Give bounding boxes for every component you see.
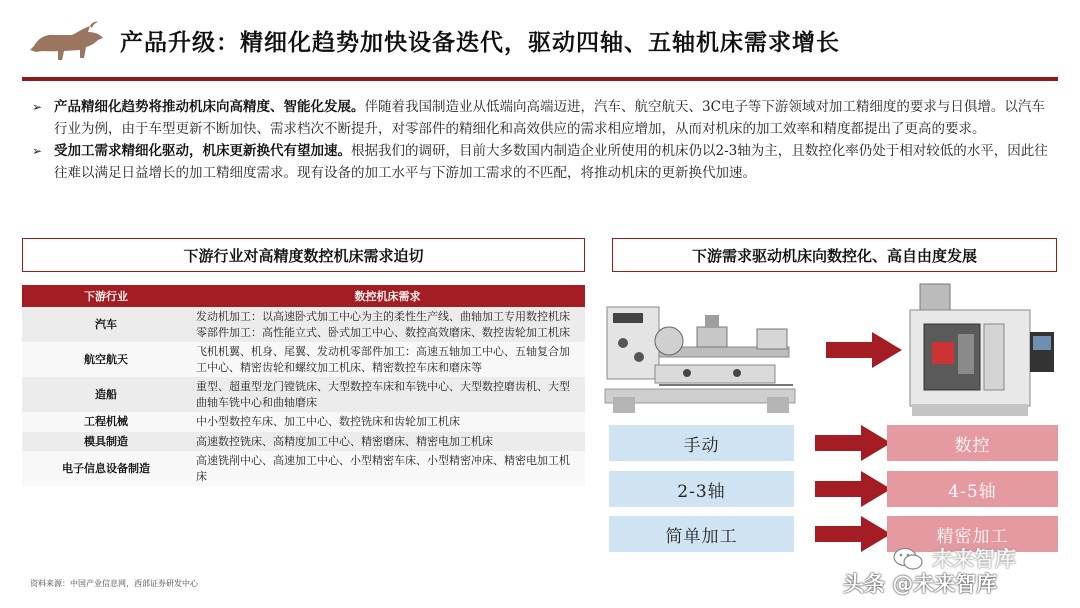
arrow-bullet-icon: ➢ [32, 100, 43, 114]
page-title: 产品升级：精细化趋势加快设备迭代，驱动四轴、五轴机床需求增长 [120, 29, 840, 56]
demand-cell: 高速数控铣床、高精度加工中心、精密磨床、精密电加工机床 [190, 432, 585, 452]
table-row [22, 342, 585, 377]
bullet-item [30, 96, 1055, 140]
industry-cell: 工程机械 [22, 412, 190, 432]
industry-cell: 汽车 [22, 307, 190, 342]
industry-cell: 模具制造 [22, 432, 190, 452]
industry-cell: 电子信息设备制造 [22, 451, 190, 486]
from-label-manual: 手动 [609, 425, 794, 461]
bullet-lead: 受加工需求精细化驱动，机床更新换代有望加速。 [54, 143, 351, 159]
column-header-industry: 下游行业 [22, 285, 190, 307]
demand-cell: 中小型数控车床、加工中心、数控铣床和齿轮加工机床 [190, 412, 585, 432]
industry-cell: 造船 [22, 377, 190, 412]
table-row [22, 377, 585, 412]
bullet-item [30, 140, 1055, 184]
from-label-simple: 简单加工 [609, 516, 794, 552]
table-row [22, 451, 585, 486]
right-arrow-icon [815, 471, 891, 507]
right-arrow-icon [826, 332, 902, 368]
bullet-text: 根据我们的调研，目前大多数国内制造企业所使用的机床仍以2-3轴为主，且数控化率仍处于相对较低的水平，因此往往难以满足日益增长的加工精细度需求。现有设备的加工水平与下游加工需求的不匹配，将推动机床的更新换代加速。 [54, 143, 1048, 181]
column-header-demand: 数控机床需求 [190, 285, 585, 307]
table-row [22, 412, 585, 432]
to-label-cnc: 数控 [887, 425, 1058, 461]
table-header-row [22, 285, 585, 307]
demand-cell: 高速铣削中心、高速加工中心、小型精密车床、小型精密冲床、精密电加工机床 [190, 451, 585, 486]
machining-center-image [900, 280, 1060, 420]
bullet-text: 伴随着我国制造业从低端向高端迈进，汽车、航空航天、3C电子等下游领域对加工精细度的要求与日俱增。以汽车行业为例，由于车型更新不断加快、需求档次不断提升，对零部件的精细化和高效供应的需求相应增加，从而对机床的加工效率和精度都提出了更高的要求。 [54, 99, 1045, 137]
bullet-list [30, 96, 1055, 184]
to-label-axes: 4-5轴 [887, 471, 1058, 507]
watermark-brand: 未来智库 [932, 547, 1016, 571]
right-arrow-icon [815, 425, 891, 461]
right-panel-title: 下游需求驱动机床向数控化、高自由度发展 [612, 238, 1057, 272]
title-divider [22, 77, 1058, 81]
left-panel-title: 下游行业对高精度数控机床需求迫切 [22, 238, 585, 272]
table-body [22, 307, 585, 486]
table-row [22, 432, 585, 452]
arrow-bullet-icon: ➢ [32, 144, 43, 158]
right-arrow-icon [815, 516, 891, 552]
lathe-machine-image [597, 285, 802, 415]
demand-cell: 重型、超重型龙门镗铣床、大型数控车床和车铣中心、大型数控磨齿机、大型曲轴车铣中心和曲轴磨床 [190, 377, 585, 412]
source-note: 资料来源：中国产业信息网，西部证券研发中心 [30, 579, 198, 588]
watermark-source: 头条 @未来智库 [843, 572, 998, 596]
from-label-axes: 2-3轴 [609, 471, 794, 507]
demand-cell: 发动机加工：以高速卧式加工中心为主的柔性生产线、曲轴加工专用数控机床 零部件加工：高性能立式、卧式加工中心、数控高效磨床、数控齿轮加工机床 [190, 307, 585, 342]
bull-logo-icon [28, 20, 106, 66]
bullet-lead: 产品精细化趋势将推动机床向高精度、智能化发展。 [54, 99, 365, 115]
industry-cell: 航空航天 [22, 342, 190, 377]
table-row [22, 307, 585, 342]
demand-table [22, 285, 585, 486]
demand-cell: 飞机机翼、机身、尾翼、发动机零部件加工：高速五轴加工中心、五轴复合加工中心、精密齿轮和螺纹加工机床、精密数控车床和磨床等 [190, 342, 585, 377]
to-label-precision: 精密加工 [887, 516, 1058, 552]
